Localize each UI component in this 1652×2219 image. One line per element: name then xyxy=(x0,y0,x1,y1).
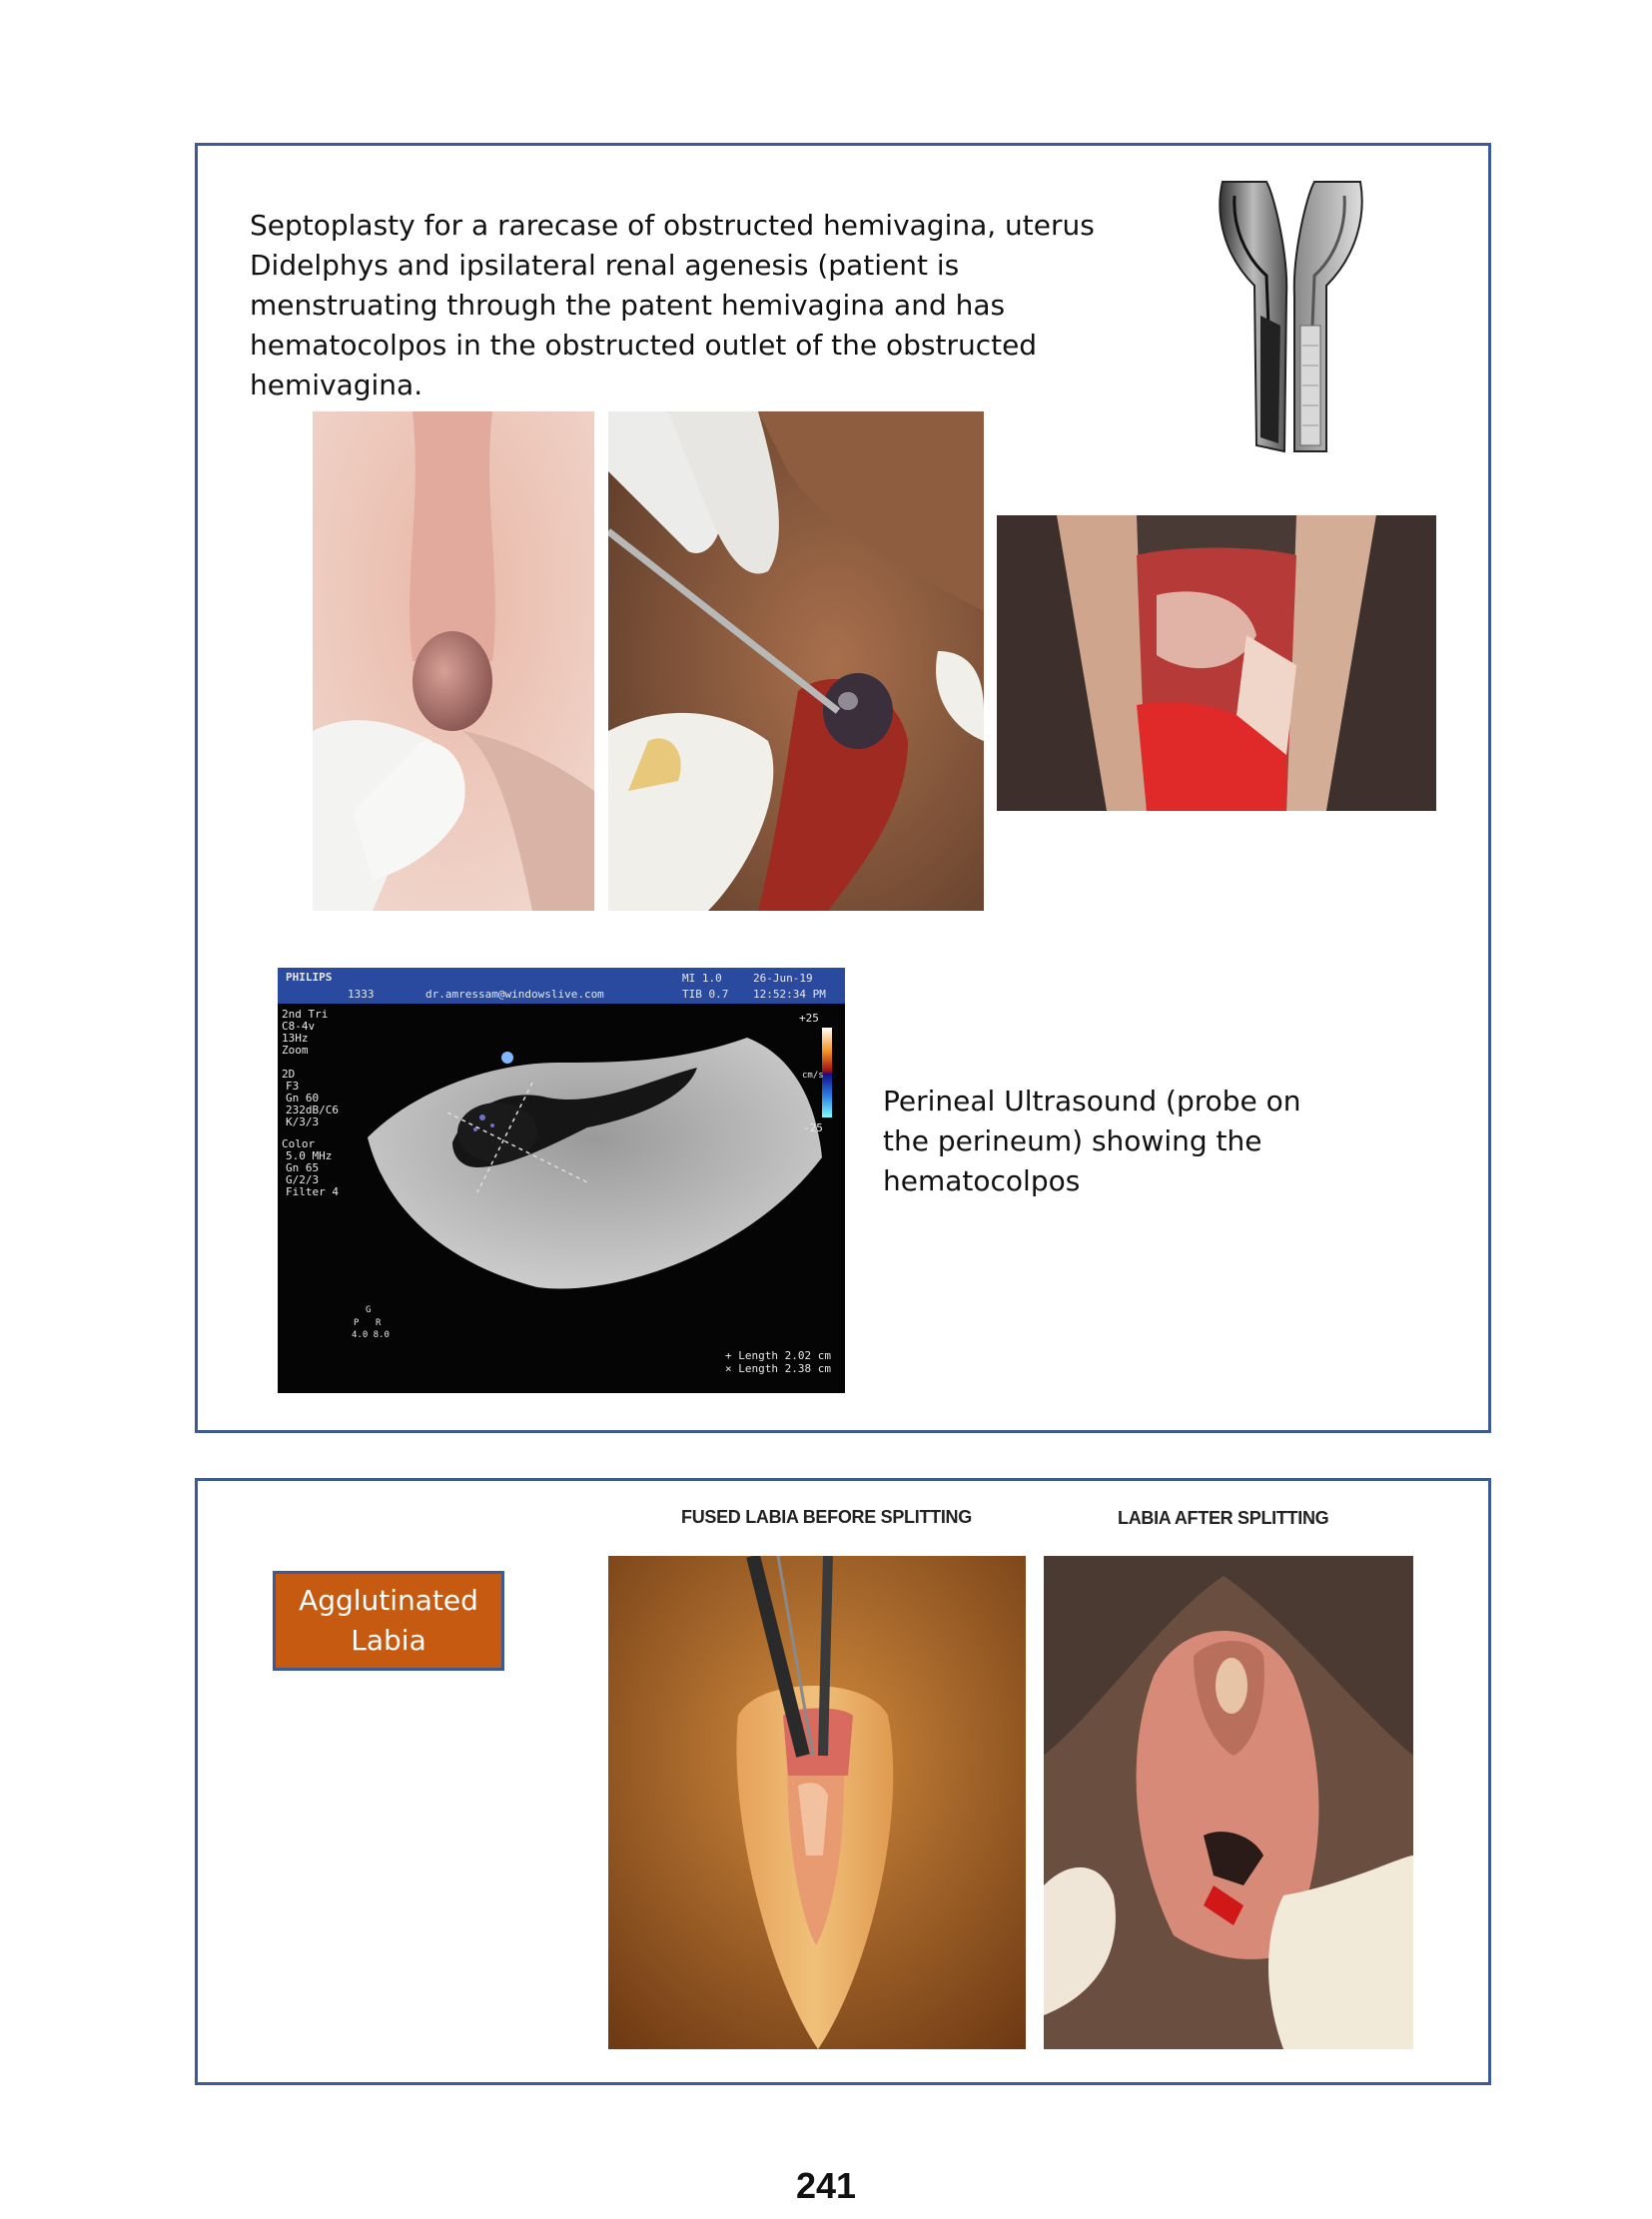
uterus-didelphys-diagram xyxy=(1215,176,1366,457)
photo-labia-after-splitting xyxy=(1044,1556,1413,2049)
us-param: F3 xyxy=(286,1080,300,1093)
us-time: 12:52:34 PM xyxy=(753,988,826,1001)
us-param: Color xyxy=(282,1137,316,1150)
fused-labia-heading: FUSED LABIA BEFORE SPLITTING xyxy=(681,1507,972,1527)
labia-split-heading: LABIA AFTER SPLITTING xyxy=(1118,1508,1329,1528)
us-param: Gn 65 xyxy=(286,1161,320,1174)
us-param: Gn 60 xyxy=(286,1092,320,1105)
us-scale-top: +25 xyxy=(799,1012,819,1025)
us-orient-scale: 4.0 8.0 xyxy=(352,1330,390,1340)
us-param: 2D xyxy=(282,1068,296,1081)
us-mi: MI 1.0 xyxy=(682,972,722,985)
us-orient-r: R xyxy=(376,1318,382,1328)
us-tib: TIB 0.7 xyxy=(682,988,729,1001)
agglutinated-labia-text: Agglutinated Labia xyxy=(299,1584,478,1657)
us-param: 5.0 MHz xyxy=(286,1149,333,1162)
intro-text: Septoplasty for a rarecase of obstructed hemivagina, uterus Didelphys and ipsilateral renal agenesis (patient is menstruating through the patent hemivagina and has hematocolpos in the obstructed outlet of the obstructed hemivagina. xyxy=(250,209,1095,401)
us-param: 2nd Tri xyxy=(282,1008,329,1021)
us-brand: PHILIPS xyxy=(286,971,333,984)
us-orient-p: P xyxy=(354,1318,360,1328)
us-email: dr.amressam@windowslive.com xyxy=(425,988,604,1001)
us-measure-2: × Length 2.38 cm xyxy=(725,1362,831,1375)
us-param: Zoom xyxy=(282,1044,309,1057)
us-param: C8-4v xyxy=(282,1020,316,1033)
us-date: 26-Jun-19 xyxy=(753,972,813,985)
us-measure-1: + Length 2.02 cm xyxy=(725,1349,831,1362)
us-scale-bottom: -25 xyxy=(803,1121,823,1134)
us-id: 1333 xyxy=(348,988,375,1001)
us-param: 13Hz xyxy=(282,1032,309,1045)
photo-fused-labia xyxy=(608,1556,1026,2049)
photo-bulging-hemivagina xyxy=(313,411,594,911)
us-param: G/2/3 xyxy=(286,1173,320,1186)
us-orient-g: G xyxy=(366,1305,372,1315)
us-param: K/3/3 xyxy=(286,1115,320,1128)
us-param: Filter 4 xyxy=(286,1185,339,1198)
us-param: 232dB/C6 xyxy=(286,1104,339,1116)
page-number: 241 xyxy=(795,2165,857,2206)
photo-septum-excision xyxy=(997,515,1436,811)
photo-septum-incision xyxy=(608,411,984,911)
us-scale-unit: cm/s xyxy=(802,1071,824,1081)
agglutinated-labia-label xyxy=(273,1571,504,1671)
ultrasound-image xyxy=(278,968,845,1393)
ultrasound-caption: Perineal Ultrasound (probe on the perineum) showing the hematocolpos xyxy=(883,1085,1301,1197)
